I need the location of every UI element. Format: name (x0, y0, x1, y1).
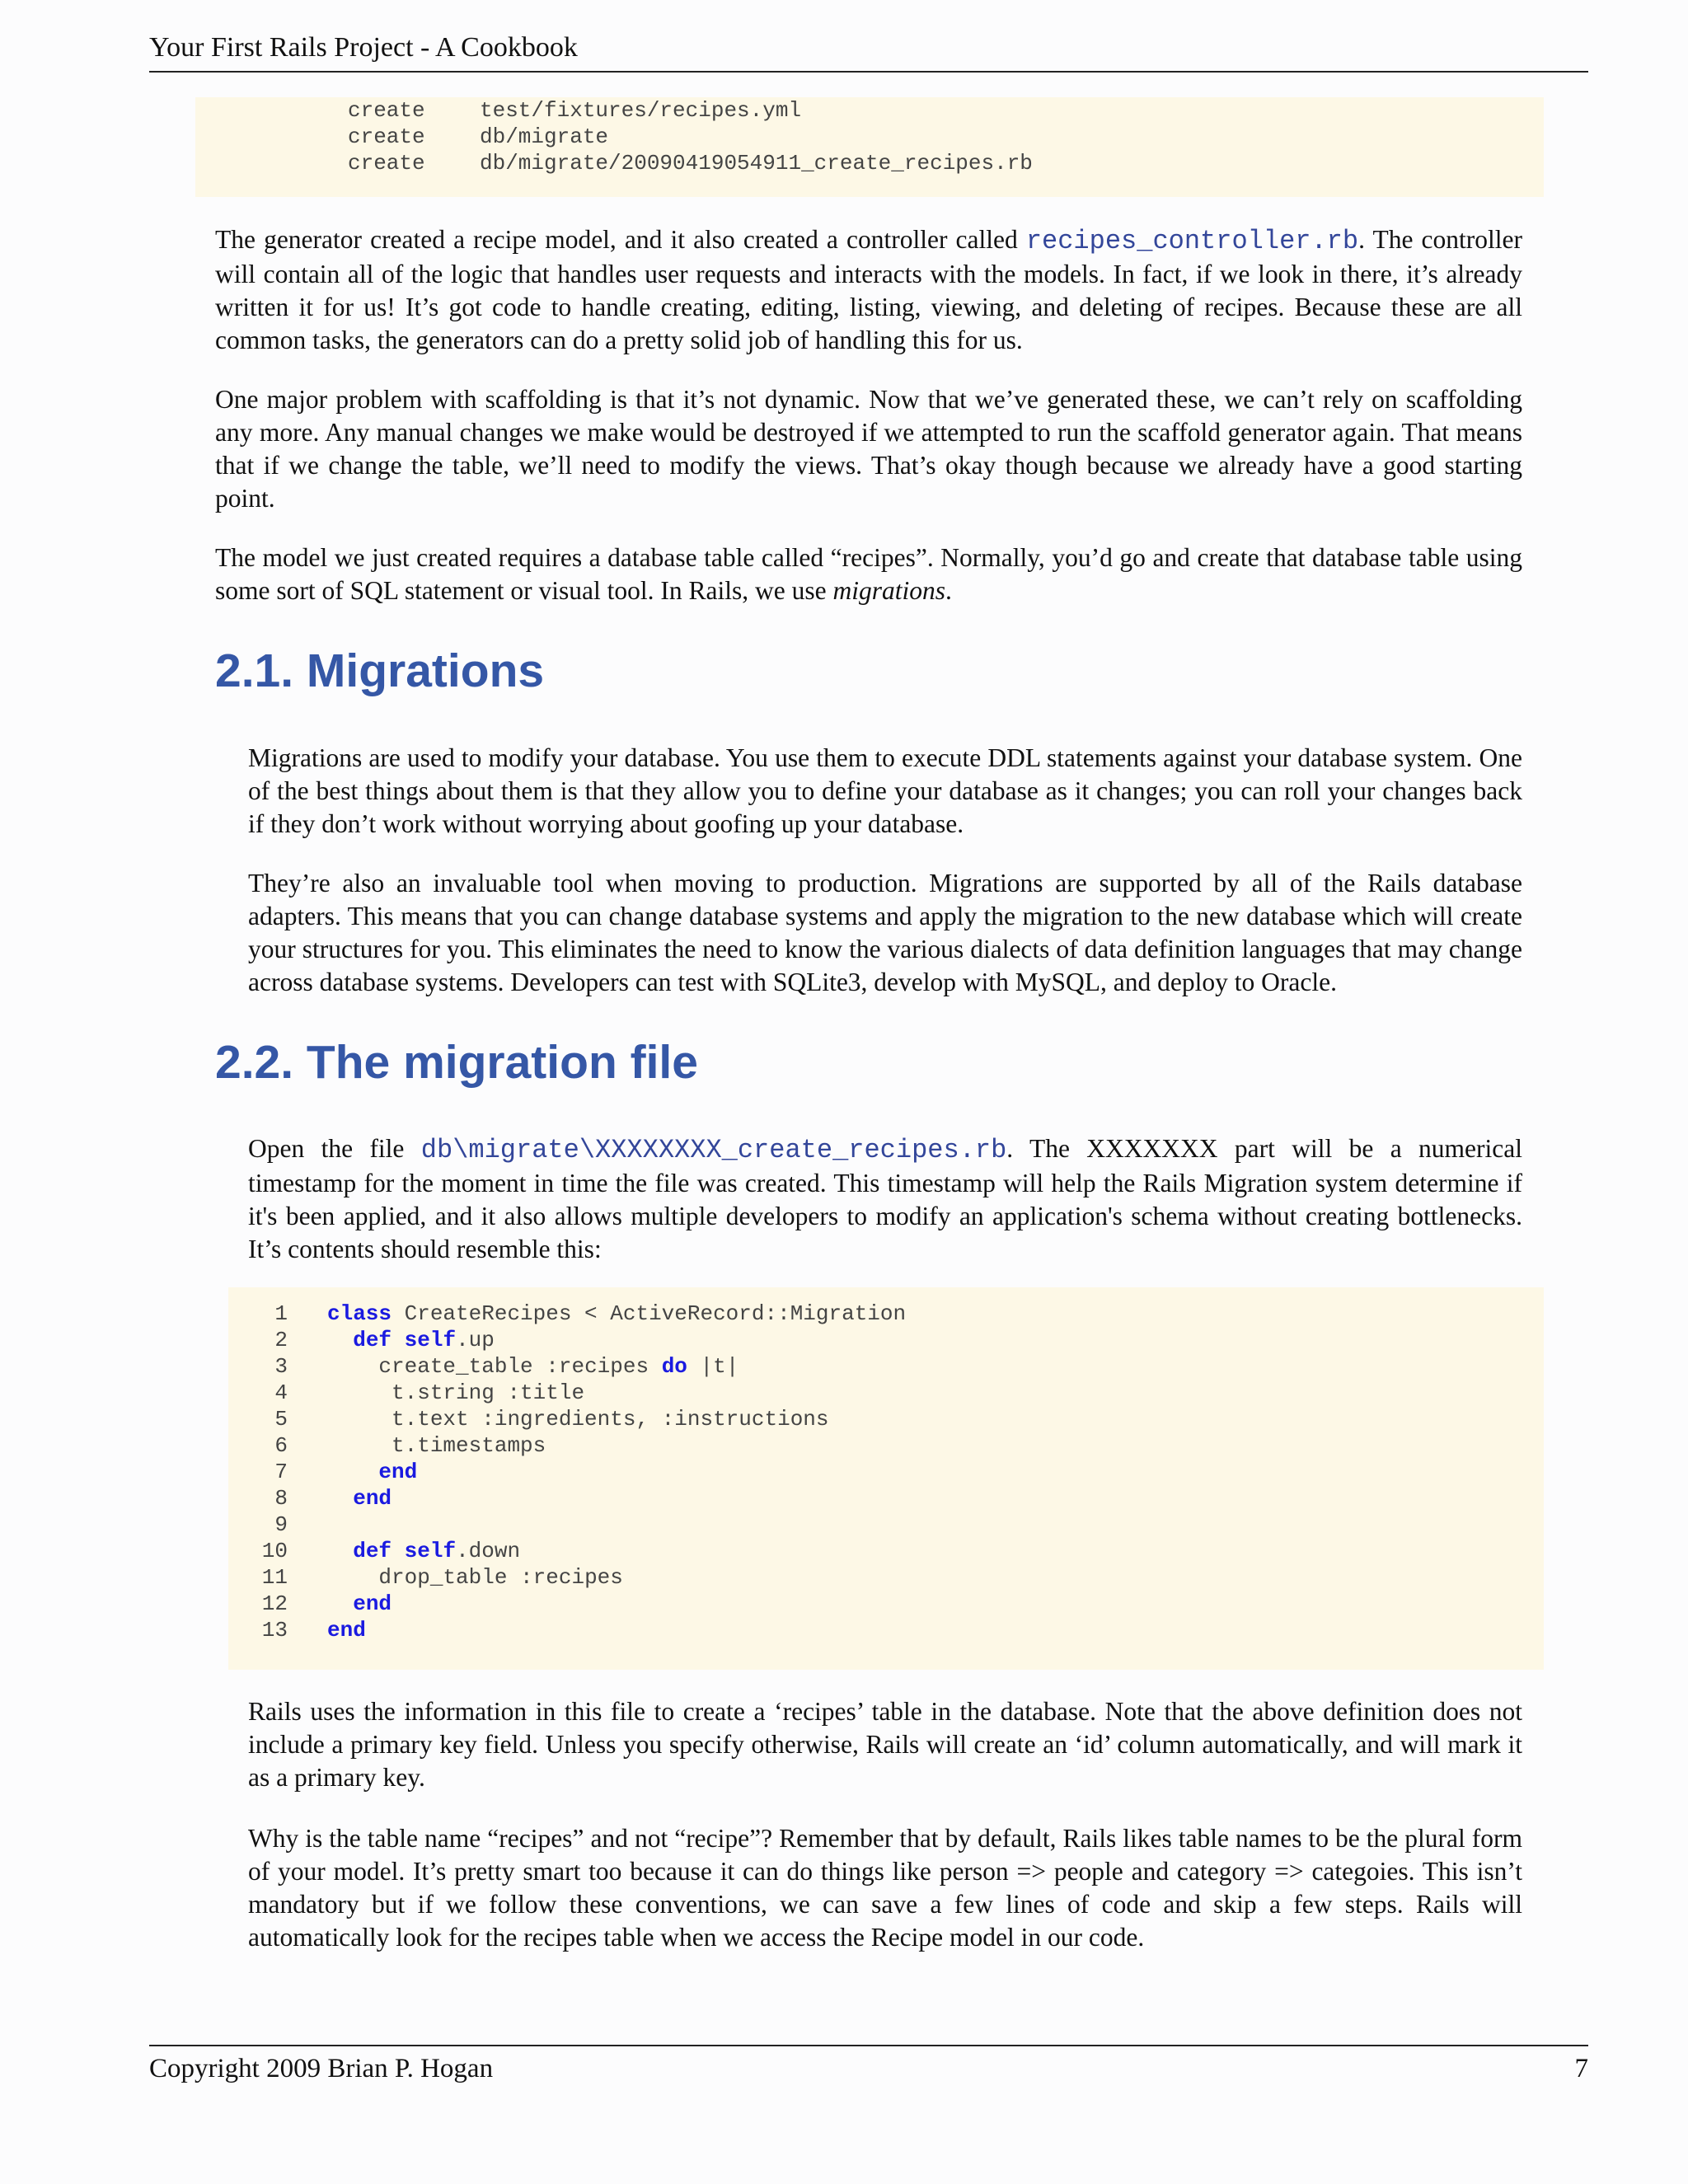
section-heading-migrations: 2.1. Migrations (215, 644, 545, 697)
code-text: end (378, 1460, 418, 1484)
generator-line: create db/migrate/20090419054911_create_recipes.rb (348, 151, 1033, 176)
code-text: t.string :title (392, 1380, 585, 1405)
line-number: 6 (274, 1433, 288, 1458)
line-number: 5 (274, 1407, 288, 1432)
migration-file-paragraph-2: Rails uses the information in this file to create a ‘recipes’ table in the database. Note that the above definition does not include a primary key field. Unless you specify otherwise, Rails will create an ‘id’ column automatically, and will mark it as a primary key. (248, 1697, 1522, 1792)
migration-filename: db\migrate\XXXXXXXX_create_recipes.rb (420, 1135, 1007, 1165)
code-text: t.text :ingredients, :instructions (392, 1407, 829, 1432)
code-text: def self.down (353, 1539, 521, 1563)
line-number: 2 (274, 1328, 288, 1352)
code-text: drop_table :recipes (378, 1565, 623, 1590)
footer-copyright: Copyright 2009 Brian P. Hogan (149, 2054, 494, 2083)
line-number: 10 (261, 1539, 288, 1563)
line-number: 9 (274, 1512, 288, 1537)
code-line (228, 1485, 1544, 1511)
footer-rule (149, 2045, 1588, 2046)
code-line (228, 1301, 1544, 1327)
code-text: end (327, 1618, 366, 1643)
code-line (228, 1459, 1544, 1485)
line-number: 1 (274, 1301, 288, 1326)
line-number: 13 (261, 1618, 288, 1643)
code-text: def self.up (353, 1328, 495, 1352)
running-header: Your First Rails Project - A Cookbook (149, 32, 578, 63)
code-line (228, 1511, 1544, 1538)
intro-paragraph-1: The generator created a recipe model, and it also created a controller called recipes_controller.rb. The controller will contain all of the logic that handles user requests and interacts with the models. In fact, if we look in there, it’s already written it for us! It’s got code to handle creating, editing, listing, viewing, and deleting of recipes. Because these are all common tasks, the generators can do a pretty solid job of handling this for us. (215, 225, 1522, 354)
code-line (228, 1353, 1544, 1380)
code-line (228, 1406, 1544, 1432)
generator-output-block (195, 97, 1544, 197)
line-number: 12 (261, 1591, 288, 1616)
code-text: class CreateRecipes < ActiveRecord::Migration (327, 1301, 907, 1326)
code-line (228, 1327, 1544, 1353)
generator-line: create db/migrate (348, 124, 609, 149)
page-number: 7 (1574, 2054, 1588, 2083)
migrations-paragraph-2: They’re also an invaluable tool when moving to production. Migrations are supported by all of the Rails database adapters. This means that you can change database systems and apply the migration to the new database which will create your structures for you. This eliminates the need to know the various dialects of data definition languages that may change across database systems. Developers can test with SQLite3, develop with MySQL, and deploy to Oracle. (248, 869, 1522, 996)
migrations-paragraph-1: Migrations are used to modify your database. You use them to execute DDL statements against your database system. One of the best things about them is that they allow you to define your database as it changes; you can roll your changes back if they don’t work without worrying about goofing up your database. (248, 743, 1522, 838)
intro-paragraph-3: The model we just created requires a database table called “recipes”. Normally, you’d go and create that database table using some sort of SQL statement or visual tool. In Rails, we use migrations. (215, 543, 1522, 605)
generator-line: create test/fixtures/recipes.yml (348, 98, 802, 123)
code-text: t.timestamps (392, 1433, 546, 1458)
line-number: 8 (274, 1486, 288, 1511)
header-rule (149, 71, 1588, 73)
code-line (228, 1538, 1544, 1564)
code-line (228, 1432, 1544, 1459)
code-line (228, 1591, 1544, 1617)
code-text: end (353, 1591, 392, 1616)
code-line (228, 1564, 1544, 1591)
code-line (228, 1617, 1544, 1643)
line-number: 11 (261, 1565, 288, 1590)
migration-file-paragraph-3: Why is the table name “recipes” and not “recipe”? Remember that by default, Rails likes table names to be the plural form of your model. It’s pretty smart too because it can do things like person => people and category => categoies. This isn’t mandatory but if we follow these conventions, we can save a few lines of code and skip a few steps. Rails will automatically look for the recipes table when we access the Recipe model in our code. (248, 1824, 1522, 1952)
code-text: create_table :recipes do |t| (378, 1354, 739, 1379)
line-number: 4 (274, 1380, 288, 1405)
line-number: 3 (274, 1354, 288, 1379)
controller-filename: recipes_controller.rb (1025, 226, 1359, 256)
intro-paragraph-2: One major problem with scaffolding is that it’s not dynamic. Now that we’ve generated these, we can’t rely on scaffolding any more. Any manual changes we make would be destroyed if we attempted to run the scaffold generator again. That means that if we change the table, we’ll need to modify the views. That’s okay though because we already have a good starting point. (215, 385, 1522, 513)
migration-file-paragraph-1: Open the file db\migrate\XXXXXXXX_create_recipes.rb. The XXXXXXX part will be a numerical timestamp for the moment in time the file was created. This timestamp will help the Rails Migration system determine if it's been applied, and it also allows multiple developers to modify an application's schema without creating bottlenecks. It’s contents should resemble this: (248, 1134, 1522, 1263)
code-listing (228, 1287, 1544, 1670)
code-line (228, 1380, 1544, 1406)
section-heading-migration-file: 2.2. The migration file (215, 1036, 698, 1089)
line-number: 7 (274, 1460, 288, 1484)
code-text: end (353, 1486, 392, 1511)
